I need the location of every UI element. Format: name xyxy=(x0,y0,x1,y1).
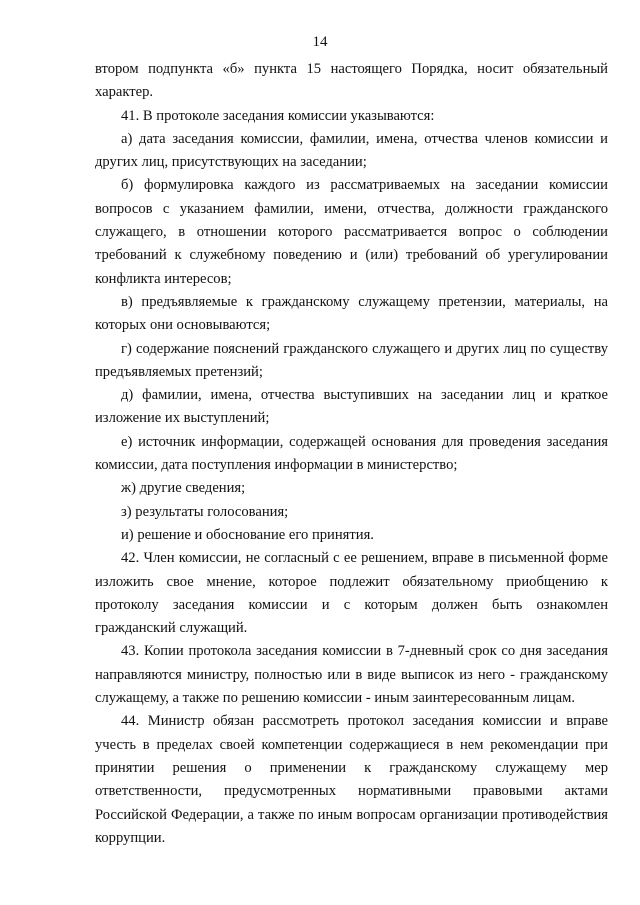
paragraph-41-d: д) фамилии, имена, отчества выступивших на заседании лиц и краткое изложение их выступлений; xyxy=(95,387,608,427)
paragraph-41: 41. В протоколе заседания комиссии указываются: xyxy=(121,107,435,124)
page-number: 14 xyxy=(312,34,328,50)
paragraph-continuation: втором подпункта «б» пункта 15 настоящего Порядка, носит обязательный характер. xyxy=(95,61,608,101)
paragraph-41-v: в) предъявляемые к гражданскому служащему претензии, материалы, на которых они основываются; xyxy=(95,293,608,334)
paragraph-41-z: з) результаты голосования; xyxy=(121,503,289,520)
paragraph-41-e: е) источник информации, содержащей основания для проведения заседания комиссии, дата поступления информации в министерство; xyxy=(95,433,608,474)
paragraph-41-a: а) дата заседания комиссии, фамилии, имена, отчества членов комиссии и других лиц, присутствующих на заседании; xyxy=(95,130,608,171)
paragraph-44: 44. Министр обязан рассмотреть протокол заседания комиссии и вправе учесть в пределах своей компетенции содержащиеся в нем рекомендации при принятии решения о применении к гражданскому служащему мер ответственности, предусмотренных нормативными правовыми актами Российской Федерации, а также по иным вопросам организации противодействия коррупции. xyxy=(95,713,608,846)
paragraph-41-b: б) формулировка каждого из рассматриваемых на заседании комиссии вопросов с указанием фамилии, имени, отчества, должности гражданского служащего, в отношении которого рассматривается вопрос о соблюдении требований к служебному поведению и (или) требований об урегулировании конфликта интересов; xyxy=(95,177,608,287)
paragraph-42: 42. Член комиссии, не согласный с ее решением, вправе в письменной форме изложить свое мнение, которое подлежит обязательному приобщению к протоколу заседания комиссии и с которым должен быть ознакомлен гражданский служащий. xyxy=(95,550,608,637)
document-body xyxy=(95,58,608,850)
paragraph-41-g: г) содержание пояснений гражданского служащего и других лиц по существу предъявляемых претензий; xyxy=(95,340,608,380)
paragraph-41-i: и) решение и обоснование его принятия. xyxy=(121,526,374,543)
paragraph-41-zh: ж) другие сведения; xyxy=(121,480,246,497)
paragraph-43: 43. Копии протокола заседания комиссии в 7-дневный срок со дня заседания направляются министру, полностью или в виде выписок из него - гражданскому служащему, а также по решению комиссии - иным заинтересованным лицам. xyxy=(95,643,608,707)
